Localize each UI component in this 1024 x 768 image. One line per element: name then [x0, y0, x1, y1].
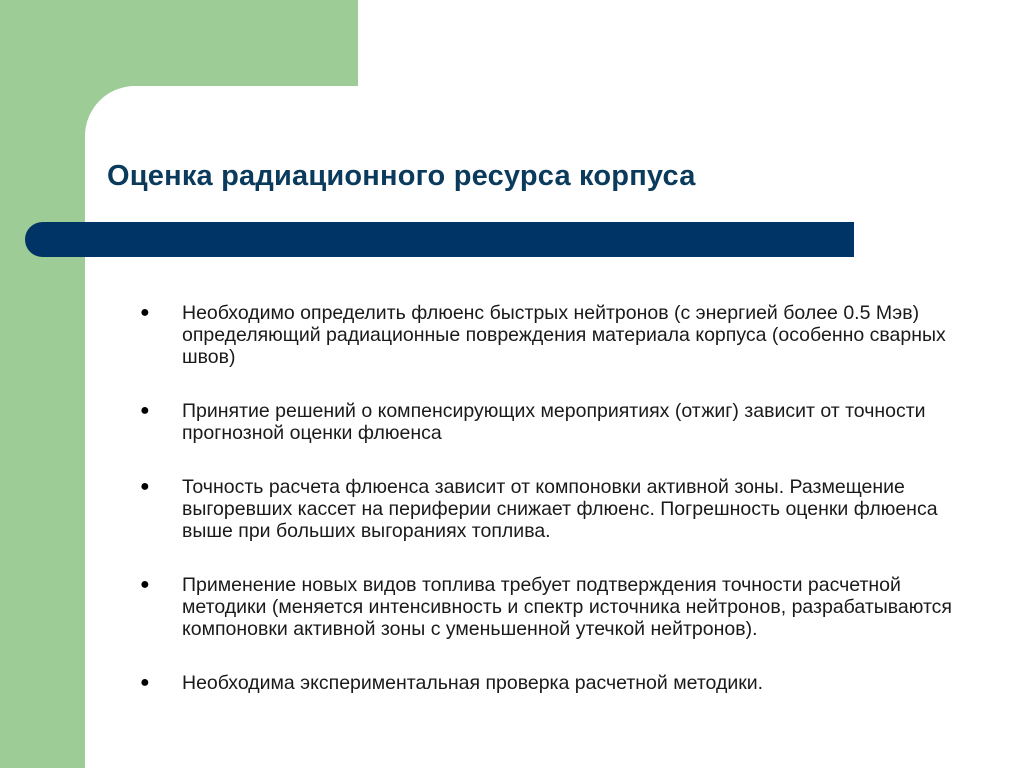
bullet-text: Необходимо определить флюенс быстрых нейтронов (с энергией более 0.5 Мэв) определяющий радиационные повреждения материала корпуса (особенно сварных швов): [182, 302, 946, 368]
bullet-text: Точность расчета флюенса зависит от компоновки активной зоны. Размещение выгоревших кассет на периферии снижает флюенс. Погрешность оценки флюенса выше при больших выгораниях топлива.: [182, 476, 938, 542]
bullet-text: Принятие решений о компенсирующих мероприятиях (отжиг) зависит от точности прогнозной оценки флюенса: [182, 400, 926, 444]
bullet-list: [140, 302, 970, 694]
bullet-dot-icon: ●: [140, 674, 150, 691]
bullet-item: [140, 476, 970, 542]
bullet-item: [140, 400, 970, 444]
bullet-dot-icon: ●: [140, 402, 150, 419]
bullet-dot-icon: ●: [140, 576, 150, 593]
bullet-text: Применение новых видов топлива требует подтверждения точности расчетной методики (меняется интенсивность и спектр источника нейтронов, разрабатываются компоновки активной зоны с уменьшенной утечкой нейтронов).: [182, 574, 952, 640]
title-underline-bar: [25, 222, 854, 257]
bullet-item: [140, 574, 970, 640]
bullet-dot-icon: ●: [140, 478, 150, 495]
bullet-dot-icon: ●: [140, 304, 150, 321]
bullet-item: [140, 302, 970, 368]
bullet-text: Необходима экспериментальная проверка расчетной методики.: [182, 672, 764, 694]
bullet-item: [140, 672, 970, 694]
slide-title: Оценка радиационного ресурса корпуса: [107, 160, 696, 192]
